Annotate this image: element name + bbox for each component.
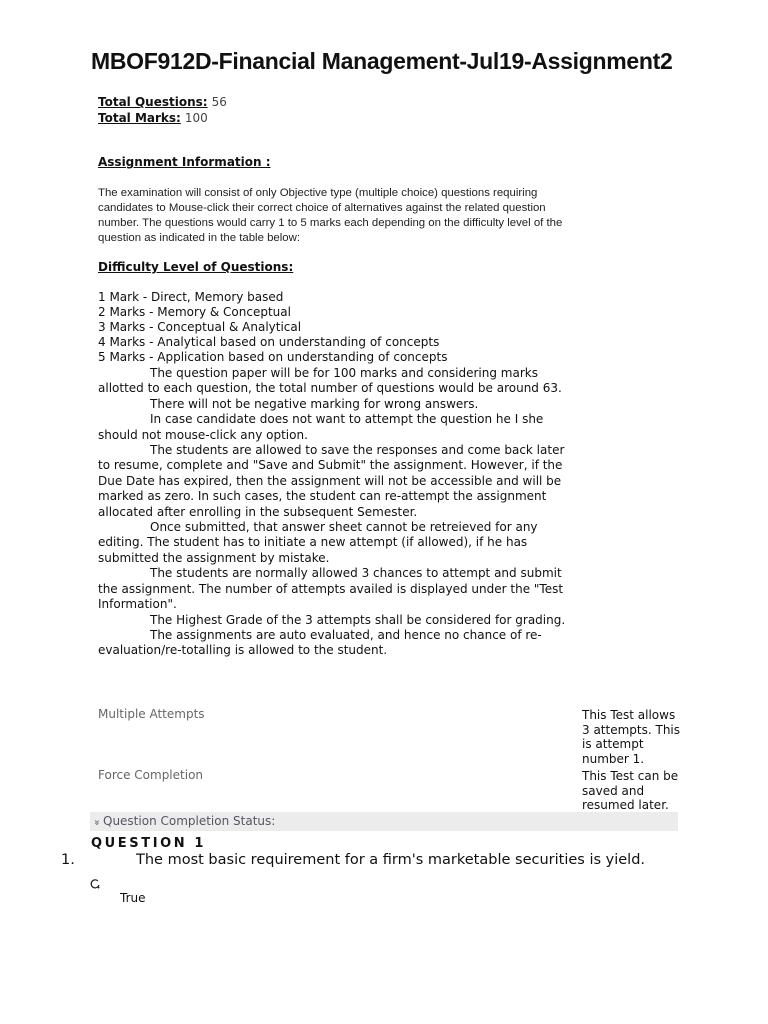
question-text: The most basic requirement for a firm's marketable securities is yield. (136, 852, 646, 868)
page-title: MBOF912D-Financial Management-Jul19-Assignment2 (91, 48, 673, 74)
answer-option-true[interactable]: True (120, 891, 146, 905)
total-marks (98, 110, 208, 126)
multiple-attempts-value: This Test allows 3 attempts. This is attempt number 1. (582, 708, 681, 766)
difficulty-level-item: 2 Marks - Memory & Conceptual (98, 305, 291, 319)
difficulty-level-item: 5 Marks - Application based on understanding of concepts (98, 350, 448, 364)
total-marks-label: Total Marks: (98, 111, 181, 125)
radio-circle-icon (91, 880, 99, 888)
rule-paragraph: The students are normally allowed 3 chances to attempt and submit the assignment. The number of attempts availed is displayed under the "Test Information". (98, 566, 564, 612)
rule-paragraph: The question paper will be for 100 marks and considering marks allotted to each question, the total number of questions would be around 63. (98, 366, 562, 396)
difficulty-level-item: 4 Marks - Analytical based on understanding of concepts (98, 335, 440, 349)
question-heading: QUESTION 1 (91, 836, 207, 851)
multiple-attempts-label: Multiple Attempts (98, 707, 205, 721)
total-marks-value: 100 (184, 111, 208, 125)
question-completion-status-bar[interactable] (90, 812, 678, 831)
difficulty-heading: Difficulty Level of Questions: (98, 260, 294, 274)
rule-paragraph: Once submitted, that answer sheet cannot be retreieved for any editing. The student has to initiate a new attempt (if allowed), if he has submitted the assignment by mistake. (98, 520, 538, 565)
difficulty-level-item: 3 Marks - Conceptual & Analytical (98, 320, 302, 334)
question-number: 1. (61, 852, 75, 868)
total-questions (98, 94, 227, 110)
rule-paragraph: In case candidate does not want to attempt the question he I she should not mouse-click any option. (98, 412, 544, 442)
rule-paragraph: The Highest Grade of the 3 attempts shall be considered for grading. (150, 612, 566, 627)
assignment-info-heading: Assignment Information : (98, 155, 271, 169)
rule-paragraph: The assignments are auto evaluated, and hence no chance of re-evaluation/re-totalling is allowed to the student. (98, 627, 542, 658)
assignment-rules (98, 366, 576, 659)
rule-paragraph: There will not be negative marking for wrong answers. (150, 396, 479, 411)
total-questions-value: 56 (211, 95, 227, 109)
expand-chevron-icon[interactable]: » (91, 819, 102, 826)
question-completion-status-label[interactable]: Question Completion Status: (103, 814, 276, 828)
rule-paragraph: The students are allowed to save the responses and come back later to resume, complete and "Save and Submit" the assignment. However, if the Due Date has expired, then the assignment will not be accessible and will be marked as zero. In such cases, the student can re-attempt the assignment allocated after enrolling in the subsequent Semester. (98, 443, 565, 519)
difficulty-level-item: 1 Mark - Direct, Memory based (98, 290, 284, 304)
force-completion-label: Force Completion (98, 768, 204, 782)
assignment-info-text: The examination will consist of only Objective type (multiple choice) questions requiring candidates to Mouse-click their correct choice of alternatives against the related question number. The questions would carry 1 to 5 marks each depending on the difficulty level of the question as indicated in the table below: (98, 187, 563, 244)
total-questions-label: Total Questions: (98, 95, 208, 109)
force-completion-value: This Test can be saved and resumed later. (582, 769, 679, 812)
radio-button-true[interactable] (90, 879, 100, 889)
difficulty-levels (98, 290, 447, 365)
